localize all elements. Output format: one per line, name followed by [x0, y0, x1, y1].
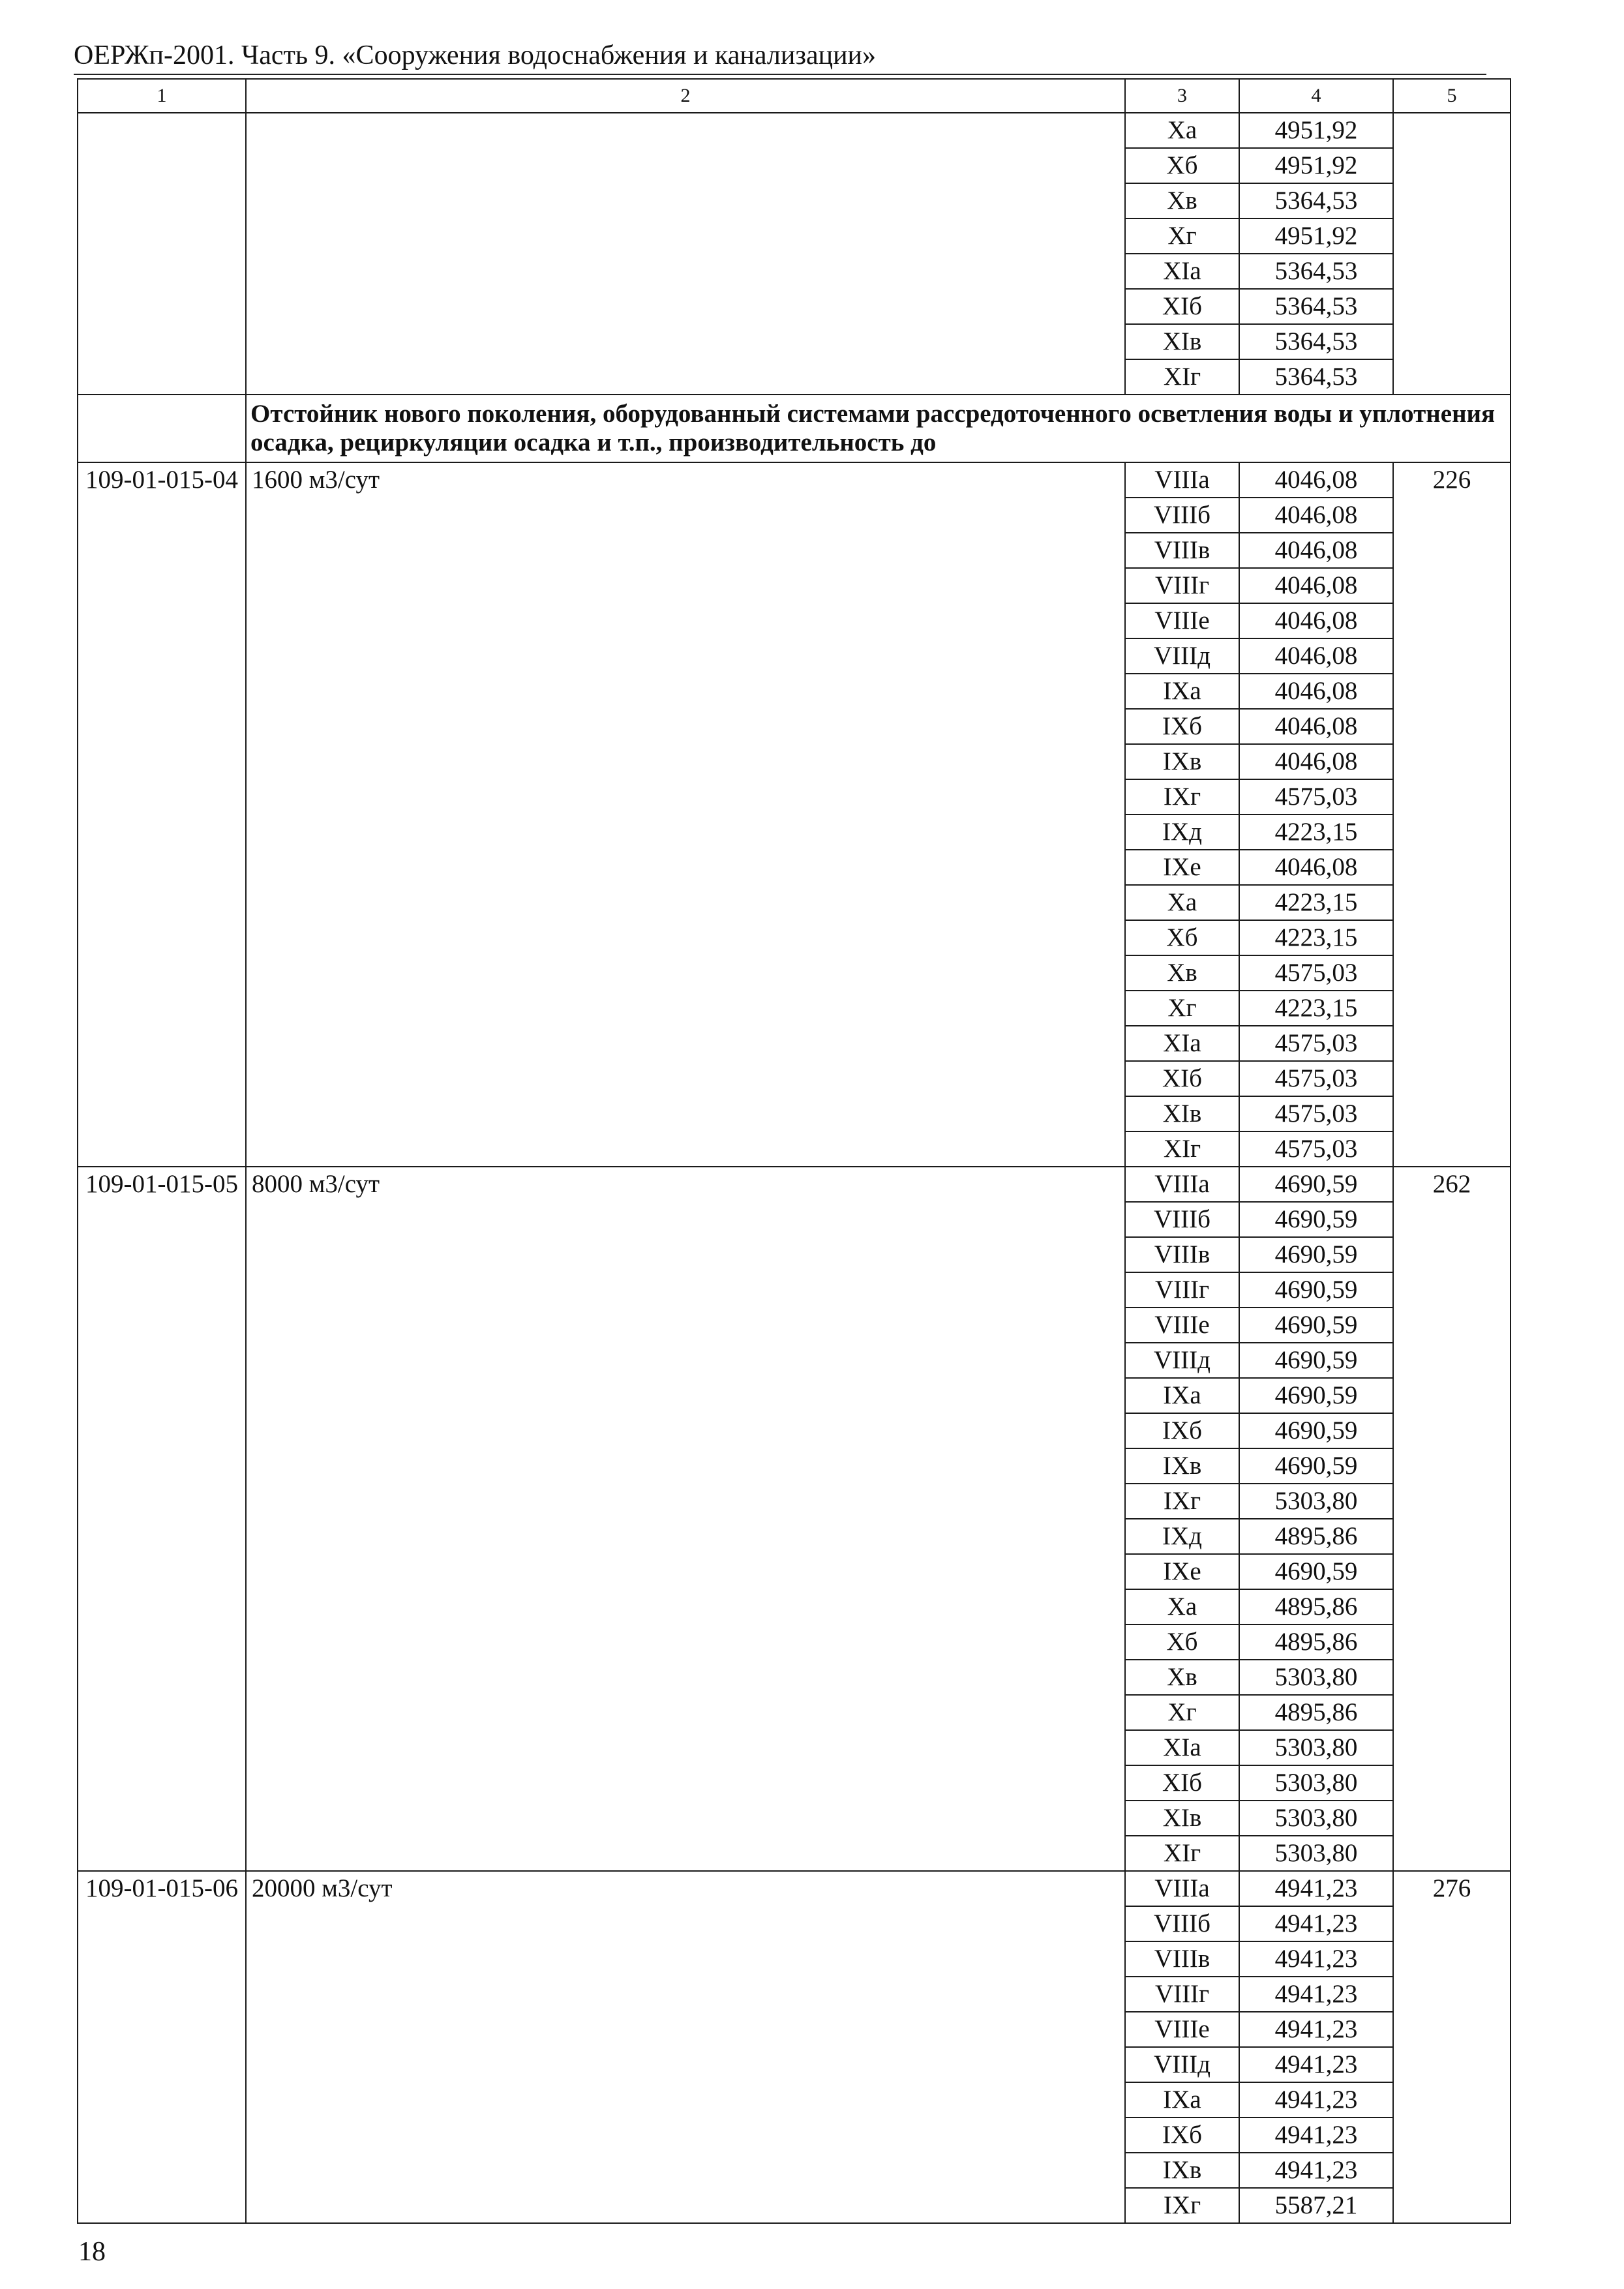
rate-value: 5303,80: [1239, 1730, 1393, 1765]
rate-value: 4941,23: [1239, 2047, 1393, 2082]
column5-value: [1393, 113, 1511, 395]
rate-code: [78, 113, 246, 395]
rate-description: [246, 113, 1125, 395]
section-title: Отстойник нового поколения, оборудованный системами рассредоточенного осветления воды и уплотнения осадка, рециркуляции осадка и т.п., производительность до: [246, 395, 1511, 462]
zone-code: VIIIe: [1125, 1308, 1239, 1343]
rates-table: [77, 78, 1511, 2224]
zone-code: VIIIд: [1125, 2047, 1239, 2082]
rate-value: 4895,86: [1239, 1519, 1393, 1554]
rate-value: 4575,03: [1239, 779, 1393, 815]
zone-code: Xa: [1125, 1589, 1239, 1624]
column-number-row: [78, 79, 1511, 113]
zone-code: VIIIe: [1125, 603, 1239, 638]
page-number: 18: [78, 2237, 106, 2267]
rate-value: 5303,80: [1239, 1801, 1393, 1836]
zone-code: Xг: [1125, 1695, 1239, 1730]
zone-code: IXe: [1125, 1554, 1239, 1589]
zone-code: XIa: [1125, 1026, 1239, 1061]
zone-code: IXв: [1125, 2153, 1239, 2188]
zone-code: VIIIг: [1125, 1977, 1239, 2012]
rate-value: 4575,03: [1239, 1061, 1393, 1096]
rates-table-body: [78, 79, 1511, 2223]
column-header: 2: [246, 79, 1125, 113]
rate-code: 109-01-015-04: [78, 462, 246, 1167]
zone-code: Xв: [1125, 183, 1239, 218]
rate-value: 5587,21: [1239, 2188, 1393, 2223]
zone-code: XIб: [1125, 1061, 1239, 1096]
zone-code: Xг: [1125, 218, 1239, 254]
table-row: [78, 1871, 1511, 1906]
rate-value: 4951,92: [1239, 218, 1393, 254]
zone-code: IXe: [1125, 850, 1239, 885]
rate-value: 4046,08: [1239, 498, 1393, 533]
page-header: ОЕРЖп-2001. Часть 9. «Сооружения водоснабжения и канализации»: [74, 40, 877, 70]
rate-value: 4046,08: [1239, 568, 1393, 603]
rate-value: 4223,15: [1239, 920, 1393, 955]
rate-code: 109-01-015-05: [78, 1167, 246, 1871]
rate-value: 5364,53: [1239, 289, 1393, 324]
rate-value: 4690,59: [1239, 1378, 1393, 1413]
rate-value: 4941,23: [1239, 2012, 1393, 2047]
zone-code: VIIIг: [1125, 1272, 1239, 1308]
zone-code: IXв: [1125, 744, 1239, 779]
zone-code: VIIIa: [1125, 462, 1239, 498]
zone-code: XIб: [1125, 289, 1239, 324]
column-header: 3: [1125, 79, 1239, 113]
rate-value: 4895,86: [1239, 1589, 1393, 1624]
zone-code: XIa: [1125, 1730, 1239, 1765]
rate-value: 4941,23: [1239, 1941, 1393, 1977]
rate-value: 4895,86: [1239, 1624, 1393, 1660]
zone-code: Xб: [1125, 1624, 1239, 1660]
rate-value: 4951,92: [1239, 148, 1393, 183]
rate-value: 5364,53: [1239, 183, 1393, 218]
column5-value: 262: [1393, 1167, 1511, 1871]
rate-value: 4941,23: [1239, 1977, 1393, 2012]
zone-code: IXб: [1125, 2117, 1239, 2153]
zone-code: XIв: [1125, 1801, 1239, 1836]
column5-value: 226: [1393, 462, 1511, 1167]
zone-code: IXд: [1125, 815, 1239, 850]
zone-code: Xб: [1125, 920, 1239, 955]
zone-code: XIв: [1125, 324, 1239, 359]
rate-code: 109-01-015-06: [78, 1871, 246, 2223]
section-code-cell: [78, 395, 246, 462]
rate-value: 5364,53: [1239, 324, 1393, 359]
zone-code: IXв: [1125, 1448, 1239, 1484]
rate-value: 4690,59: [1239, 1202, 1393, 1237]
zone-code: IXд: [1125, 1519, 1239, 1554]
rate-description: 8000 м3/сут: [246, 1167, 1125, 1871]
rate-value: 4046,08: [1239, 533, 1393, 568]
zone-code: XIг: [1125, 359, 1239, 395]
zone-code: IXa: [1125, 674, 1239, 709]
zone-code: XIa: [1125, 254, 1239, 289]
zone-code: XIг: [1125, 1131, 1239, 1167]
rate-value: 4046,08: [1239, 462, 1393, 498]
rate-value: 4895,86: [1239, 1695, 1393, 1730]
rate-value: 4575,03: [1239, 1096, 1393, 1131]
rate-value: 4575,03: [1239, 1131, 1393, 1167]
rate-value: 4690,59: [1239, 1237, 1393, 1272]
rate-value: 4690,59: [1239, 1167, 1393, 1202]
rate-value: 4941,23: [1239, 2153, 1393, 2188]
rate-value: 4941,23: [1239, 1871, 1393, 1906]
column-header: 1: [78, 79, 246, 113]
rate-value: 4223,15: [1239, 991, 1393, 1026]
rate-description: 20000 м3/сут: [246, 1871, 1125, 2223]
zone-code: VIIIe: [1125, 2012, 1239, 2047]
zone-code: IXг: [1125, 2188, 1239, 2223]
rate-value: 4951,92: [1239, 113, 1393, 148]
rate-value: 4046,08: [1239, 709, 1393, 744]
rate-value: 5303,80: [1239, 1484, 1393, 1519]
rate-value: 5364,53: [1239, 254, 1393, 289]
zone-code: VIIIд: [1125, 638, 1239, 674]
rate-value: 4046,08: [1239, 603, 1393, 638]
rate-description: 1600 м3/сут: [246, 462, 1125, 1167]
zone-code: Xв: [1125, 1660, 1239, 1695]
rate-value: 4941,23: [1239, 2082, 1393, 2117]
zone-code: XIв: [1125, 1096, 1239, 1131]
rate-value: 5303,80: [1239, 1660, 1393, 1695]
rate-value: 4941,23: [1239, 2117, 1393, 2153]
rate-value: 4690,59: [1239, 1448, 1393, 1484]
table-row: [78, 1167, 1511, 1202]
zone-code: IXг: [1125, 1484, 1239, 1519]
rate-value: 4575,03: [1239, 1026, 1393, 1061]
zone-code: VIIIб: [1125, 1202, 1239, 1237]
zone-code: VIIIб: [1125, 1906, 1239, 1941]
table-row: [78, 113, 1511, 148]
zone-code: VIIIд: [1125, 1343, 1239, 1378]
rate-value: 4046,08: [1239, 674, 1393, 709]
zone-code: IXб: [1125, 709, 1239, 744]
zone-code: Xб: [1125, 148, 1239, 183]
rate-value: 4690,59: [1239, 1343, 1393, 1378]
rate-value: 4046,08: [1239, 638, 1393, 674]
rate-value: 4223,15: [1239, 815, 1393, 850]
zone-code: Xa: [1125, 885, 1239, 920]
zone-code: Xa: [1125, 113, 1239, 148]
zone-code: IXб: [1125, 1413, 1239, 1448]
rate-value: 4046,08: [1239, 744, 1393, 779]
rate-value: 4575,03: [1239, 955, 1393, 991]
rate-value: 5303,80: [1239, 1836, 1393, 1871]
zone-code: VIIIв: [1125, 533, 1239, 568]
zone-code: VIIIг: [1125, 568, 1239, 603]
zone-code: Xг: [1125, 991, 1239, 1026]
zone-code: IXa: [1125, 1378, 1239, 1413]
rate-value: 4690,59: [1239, 1554, 1393, 1589]
column5-value: 276: [1393, 1871, 1511, 2223]
zone-code: IXг: [1125, 779, 1239, 815]
rate-value: 4046,08: [1239, 850, 1393, 885]
rate-value: 4690,59: [1239, 1308, 1393, 1343]
table-row: [78, 462, 1511, 498]
rate-value: 4690,59: [1239, 1413, 1393, 1448]
zone-code: VIIIa: [1125, 1871, 1239, 1906]
column-header: 5: [1393, 79, 1511, 113]
column-header: 4: [1239, 79, 1393, 113]
rate-value: 5364,53: [1239, 359, 1393, 395]
rate-value: 4690,59: [1239, 1272, 1393, 1308]
zone-code: VIIIб: [1125, 498, 1239, 533]
zone-code: XIб: [1125, 1765, 1239, 1801]
zone-code: Xв: [1125, 955, 1239, 991]
rate-value: 4223,15: [1239, 885, 1393, 920]
zone-code: VIIIв: [1125, 1941, 1239, 1977]
section-row: [78, 395, 1511, 462]
zone-code: XIг: [1125, 1836, 1239, 1871]
zone-code: VIIIв: [1125, 1237, 1239, 1272]
zone-code: IXa: [1125, 2082, 1239, 2117]
rate-value: 5303,80: [1239, 1765, 1393, 1801]
zone-code: VIIIa: [1125, 1167, 1239, 1202]
header-rule: [74, 74, 1486, 75]
rate-value: 4941,23: [1239, 1906, 1393, 1941]
